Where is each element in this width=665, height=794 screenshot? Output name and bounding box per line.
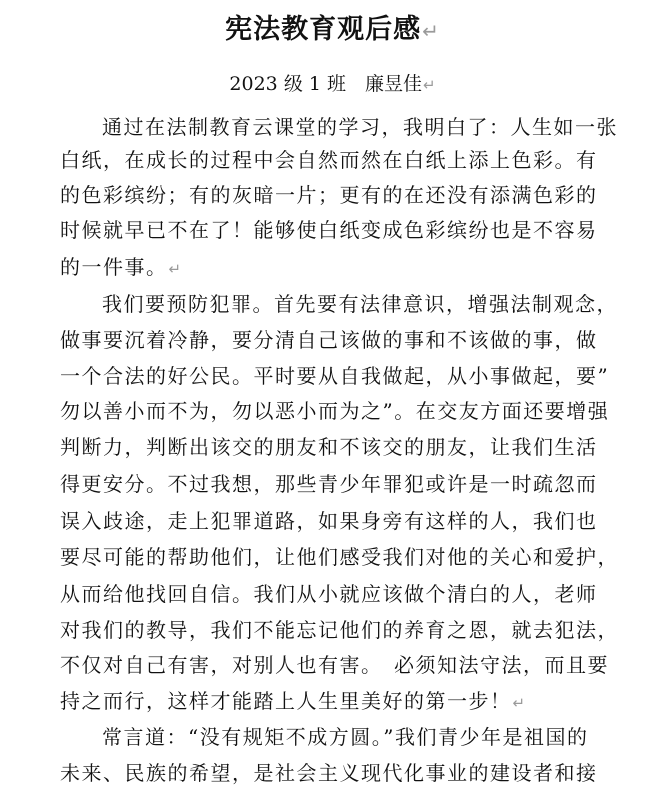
paragraph-1-line-5 xyxy=(60,252,183,284)
paragraph-2-line-5: 判断力，判断出该交的朋友和不该交的朋友，让我们生活 xyxy=(60,435,598,459)
paragraph-mark-icon: ↵ xyxy=(422,76,436,94)
title-text: 宪法教育观后感 xyxy=(225,14,422,45)
paragraph-2-line-12-text: 持之而行，这样才能踏上人生里美好的第一步！ xyxy=(60,689,512,713)
paragraph-2-line-10: 对我们的教导，我们不能忘记他们的养育之恩，就去犯法， xyxy=(60,618,619,642)
paragraph-2-line-4: 勿以善小而不为，勿以恶小而为之”。在交友方面还要增强 xyxy=(60,399,610,423)
paragraph-1-line-3: 的色彩缤纷；有的灰暗一片；更有的在还没有添满色彩的 xyxy=(60,183,598,207)
paragraph-mark-icon: ↵ xyxy=(422,19,440,43)
paragraph-3-line-1: 常言道：“没有规矩不成方圆。”我们青少年是祖国的 xyxy=(102,725,589,749)
paragraph-2-line-6: 得更安分。不过我想，那些青少年罪犯或许是一时疏忽而 xyxy=(60,472,598,496)
paragraph-3-line-2: 未来、民族的希望，是社会主义现代化事业的建设者和接 xyxy=(60,761,598,785)
paragraph-2-line-8: 要尽可能的帮助他们，让他们感受我们对他的关心和爱护， xyxy=(60,545,619,569)
paragraph-1-line-2: 白纸，在成长的过程中会自然而然在白纸上添上色彩。有 xyxy=(60,148,598,172)
paragraph-2-line-9: 从而给他找回自信。我们从小就应该做个清白的人，老师 xyxy=(60,582,598,606)
paragraph-1-line-4: 时候就早已不在了！能够使白纸变成色彩缤纷也是不容易 xyxy=(60,218,598,242)
paragraph-mark-icon: ↵ xyxy=(512,694,527,712)
paragraph-2-line-3: 一个合法的好公民。平时要从自我做起，从小事做起，要” xyxy=(60,364,610,388)
paragraph-2-line-2: 做事要沉着冷静，要分清自己该做的事和不该做的事，做 xyxy=(60,328,598,352)
author-byline xyxy=(0,68,665,101)
paragraph-1-line-5-text: 的一件事。 xyxy=(60,255,168,279)
paragraph-2-line-1: 我们要预防犯罪。首先要有法律意识，增强法制观念， xyxy=(102,292,618,316)
paragraph-2-line-11: 不仅对自己有害，对别人也有害。 必须知法守法，而且要 xyxy=(60,653,609,677)
paragraph-2-line-7: 误入歧途，走上犯罪道路，如果身旁有这样的人，我们也 xyxy=(60,509,598,533)
document-title xyxy=(0,10,665,51)
paragraph-1-line-1: 通过在法制教育云课堂的学习，我明白了：人生如一张 xyxy=(102,115,618,139)
paragraph-2-line-12 xyxy=(60,686,527,718)
paragraph-mark-icon: ↵ xyxy=(168,260,183,278)
byline-text: 2023 级 1 班 廉昱佳 xyxy=(229,73,422,95)
